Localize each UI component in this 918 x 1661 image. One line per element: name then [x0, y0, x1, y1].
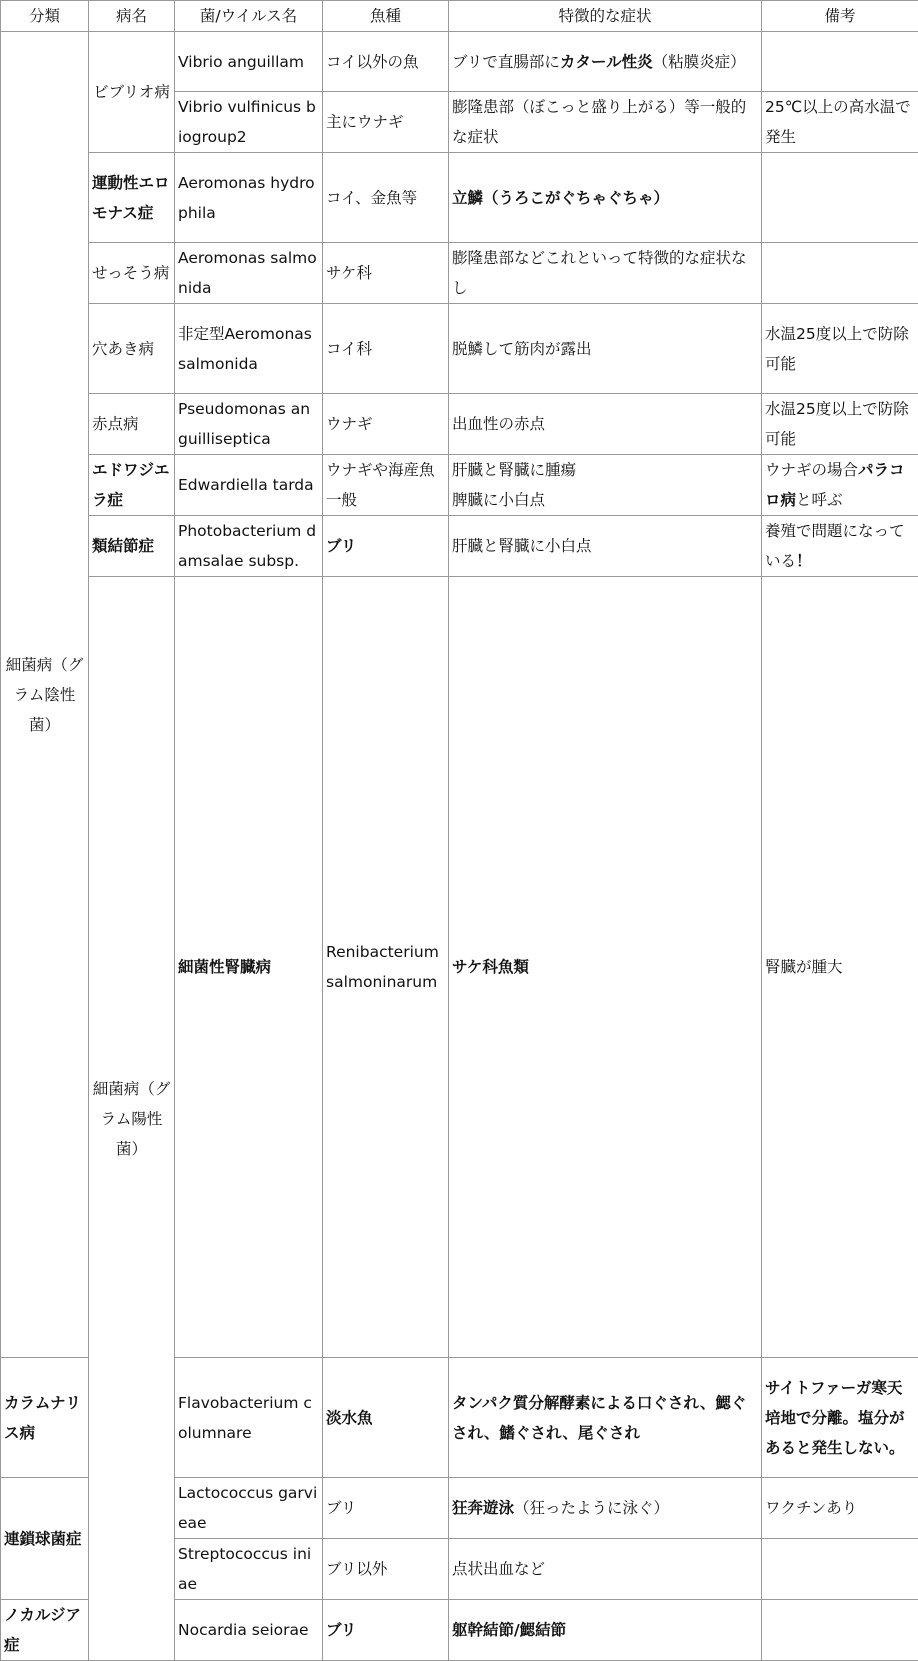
pathogen-cell: Vibrio vulfinicus biogroup2 [175, 92, 323, 153]
symptom-cell: 立鱗（うろこがぐちゃぐちゃ） [449, 153, 762, 243]
symptom-cell [449, 32, 762, 92]
disease-cell: 穴あき病 [89, 304, 175, 394]
pathogen-cell: Lactococcus garvieae [175, 1478, 323, 1539]
fish-cell: サケ科魚類 [449, 577, 762, 1358]
header-category: 分類 [1, 1, 89, 32]
table-row [1, 243, 918, 304]
pathogen-cell: Photobacterium damsalae subsp. [175, 516, 323, 577]
pathogen-cell: Streptococcus iniae [175, 1539, 323, 1600]
fish-cell: ウナギや海産魚一般 [323, 455, 449, 516]
table-row [1, 516, 918, 577]
disease-cell: 赤点病 [89, 394, 175, 455]
pathogen-cell: Pseudomonas anguilliseptica [175, 394, 323, 455]
pathogen-cell: Renibacterium salmoninarum [323, 577, 449, 1358]
note-cell [762, 153, 918, 243]
note-text: と呼ぶ [796, 491, 843, 509]
table-row [1, 304, 918, 394]
note-emphasis: ！ [796, 552, 812, 570]
header-pathogen: 菌/ウイルス名 [175, 1, 323, 32]
pathogen-cell: 非定型Aeromonas salmonida [175, 304, 323, 394]
symptom-cell: 躯幹結節/鰓結節 [449, 1600, 762, 1661]
symptom-cell: 出血性の赤点 [449, 394, 762, 455]
category-gram-negative: 細菌病（グラム陰性菌） [1, 32, 89, 1358]
symptom-emphasis: カタール性炎 [560, 53, 653, 71]
note-cell: サイトファーガ寒天培地で分離。塩分があると発生しない。 [762, 1358, 918, 1478]
note-cell [762, 516, 918, 577]
disease-cell: ノカルジア症 [1, 1600, 89, 1661]
disease-cell: 運動性エロモナス症 [89, 153, 175, 243]
symptom-cell: 肝臓と腎臓に小白点 [449, 516, 762, 577]
note-cell [762, 1539, 918, 1600]
note-text: ウナギの場合 [765, 461, 858, 479]
fish-cell: ブリ [323, 1478, 449, 1539]
disease-cell: 類結節症 [89, 516, 175, 577]
note-emphasis: パラコロ病 [765, 461, 905, 509]
symptom-text: ブリで直腸部に [452, 53, 560, 71]
fish-cell: 主にウナギ [323, 92, 449, 153]
note-cell [762, 243, 918, 304]
disease-cell: 連鎖球菌症 [1, 1478, 89, 1600]
symptom-text: （粘膜炎症） [653, 53, 746, 71]
fish-cell: ウナギ [323, 394, 449, 455]
fish-cell: コイ以外の魚 [323, 32, 449, 92]
note-cell: ワクチンあり [762, 1478, 918, 1539]
pathogen-cell: Aeromonas hydrophila [175, 153, 323, 243]
fish-cell: ブリ [323, 1600, 449, 1661]
fish-cell: ブリ以外 [323, 1539, 449, 1600]
note-text: 養殖で問題になっている [765, 522, 905, 570]
fish-cell: ブリ [323, 516, 449, 577]
table-row [1, 32, 918, 92]
header-note: 備考 [762, 1, 918, 32]
symptom-cell: 脱鱗して筋肉が露出 [449, 304, 762, 394]
pathogen-cell: Flavobacterium columnare [175, 1358, 323, 1478]
disease-cell: せっそう病 [89, 243, 175, 304]
symptom-cell: 膨隆患部（ぼこっと盛り上がる）等一般的な症状 [449, 92, 762, 153]
category-gram-positive: 細菌病（グラム陽性菌） [89, 577, 175, 1661]
table-row [1, 394, 918, 455]
table-row [1, 153, 918, 243]
symptom-cell [449, 1478, 762, 1539]
pathogen-cell: Aeromonas salmonida [175, 243, 323, 304]
header-symptom: 特徴的な症状 [449, 1, 762, 32]
pathogen-cell: Nocardia seiorae [175, 1600, 323, 1661]
disease-cell: 細菌性腎臓病 [175, 577, 323, 1358]
note-cell: 25℃以上の高水温で発生 [762, 92, 918, 153]
disease-vibrio: ビブリオ病 [89, 32, 175, 153]
disease-cell: カラムナリス病 [1, 1358, 89, 1478]
symptom-text: （狂ったように泳ぐ） [514, 1499, 669, 1517]
table-row [1, 455, 918, 516]
symptom-emphasis: 狂奔遊泳 [452, 1499, 514, 1517]
symptom-line: 肝臓と腎臓に腫瘍 [452, 455, 758, 485]
symptom-cell: タンパク質分解酵素による口ぐされ、鰓ぐされ、鰭ぐされ、尾ぐされ [449, 1358, 762, 1478]
symptom-cell [449, 455, 762, 516]
symptom-cell: 点状出血など [449, 1539, 762, 1600]
disease-cell: エドワジエラ症 [89, 455, 175, 516]
symptom-cell: 腎臓が腫大 [762, 577, 918, 1358]
note-cell: 水温25度以上で防除可能 [762, 394, 918, 455]
note-cell [762, 455, 918, 516]
fish-cell: 淡水魚 [323, 1358, 449, 1478]
pathogen-cell: Vibrio anguillam [175, 32, 323, 92]
header-disease: 病名 [89, 1, 175, 32]
symptom-line: 脾臓に小白点 [452, 485, 758, 515]
note-cell [762, 1600, 918, 1661]
fish-cell: コイ、金魚等 [323, 153, 449, 243]
header-row [1, 1, 918, 32]
fish-cell: サケ科 [323, 243, 449, 304]
fish-cell: コイ科 [323, 304, 449, 394]
header-fish: 魚種 [323, 1, 449, 32]
pathogen-cell: Edwardiella tarda [175, 455, 323, 516]
table-row [1, 577, 918, 1358]
symptom-cell: 膨隆患部などこれといって特徴的な症状なし [449, 243, 762, 304]
note-cell [762, 32, 918, 92]
note-cell: 水温25度以上で防除可能 [762, 304, 918, 394]
